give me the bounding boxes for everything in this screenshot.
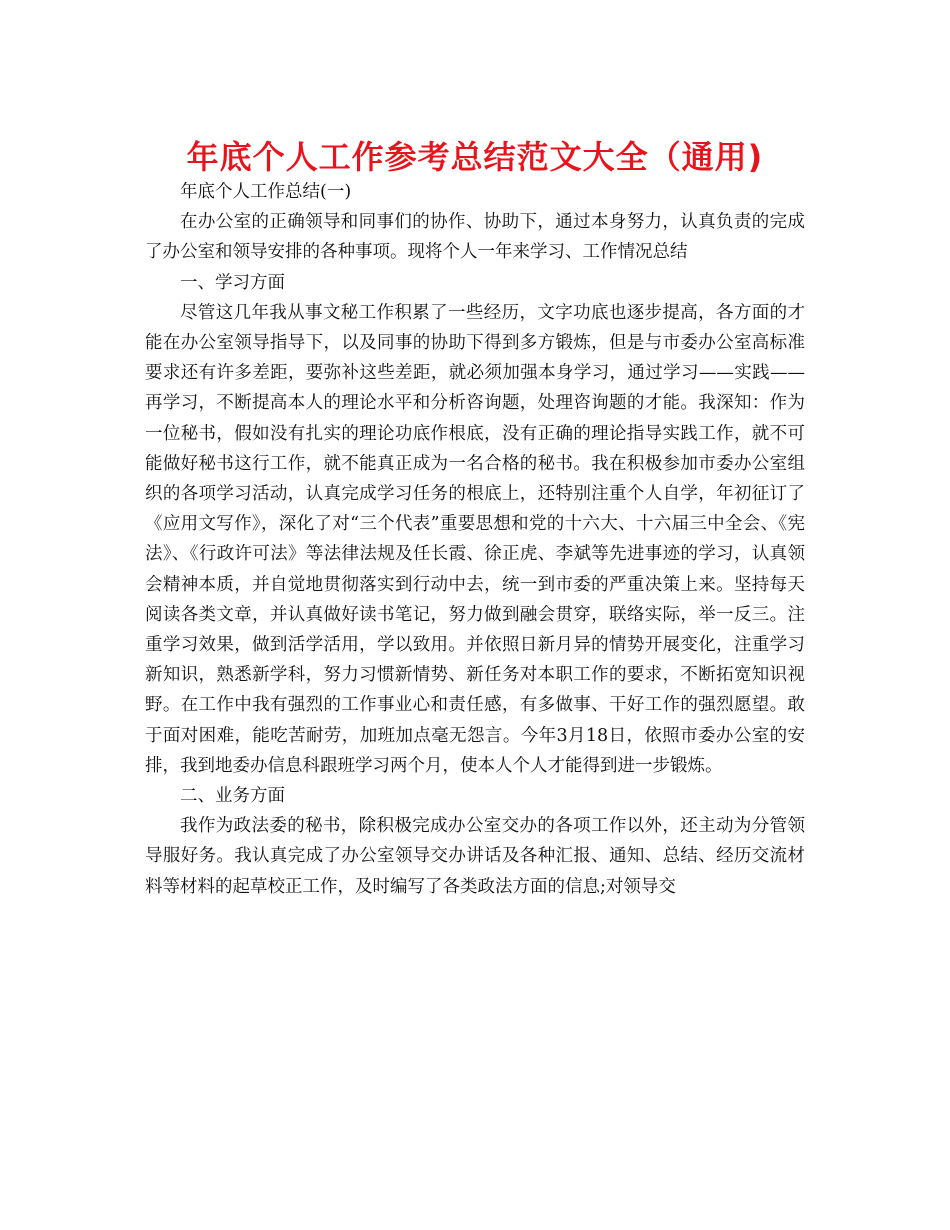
intro-paragraph: 在办公室的正确领导和同事们的协作、协助下，通过本身努力，认真负责的完成了办公室和领导安排的各种事项。现将个人一年来学习、工作情况总结 — [145, 212, 805, 263]
study-paragraph: 尽管这几年我从事文秘工作积累了一些经历，文字功底也逐步提高，各方面的才能在办公室领导指导下，以及同事的协助下得到多方锻炼，但是与市委办公室高标准要求还有许多差距，要弥补这些差距，就必须加强本身学习，通过学习——实践——再学习，不断提高本人的理论水平和分析咨询题，处理咨询题的才能。我深知：作为一位秘书，假如没有扎实的理论功底作根底，没有正确的理论指导实践工作，就不可能做好秘书这行工作，就不能真正成为一名合格的秘书。我在积极参加市委办公室组织的各项学习活动，认真完成学习任务的根底上，还特别注重个人自学，年初征订了《应用文写作》，深化了对“三个代表”重要思想和党的十六大、十六届三中全会、《宪法》、《行政许可法》等法律法规及任长霞、徐正虎、李斌等先进事迹的学习，认真领会精神本质，并自觉地贯彻落实到行动中去，统一到市委的严重决策上来。坚持每天阅读各类文章，并认真做好读书笔记，努力做到融会贯穿，联络实际，举一反三。注重学习效果，做到活学活用，学以致用。并依照日新月异的情势开展变化，注重学习新知识，熟悉新学科，努力习惯新情势、新任务对本职工作的要求，不断拓宽知识视野。在工作中我有强烈的工作事业心和责任感，有多做事、干好工作的强烈愿望。敢于面对困难，能吃苦耐劳，加班加点毫无怨言。今年3月18日，依照市委办公室的安排，我到地委办信息科跟班学习两个月，使本人个人才能得到进一步锻炼。 — [145, 302, 805, 776]
section-heading-study: 一、学习方面 — [180, 272, 285, 293]
section-heading-business: 二、业务方面 — [180, 786, 285, 807]
section-heading-summary-1: 年底个人工作总结(一) — [180, 182, 352, 202]
document-title: 年底个人工作参考总结范文大全（通用) — [186, 138, 764, 176]
document-body — [145, 177, 805, 902]
business-paragraph: 我作为政法委的秘书，除积极完成办公室交办的各项工作以外，还主动为分管领导服好务。我认真完成了办公室领导交办讲话及各种汇报、通知、总结、经历交流材料等材料的起草校正工作，及时编写了各类政法方面的信息;对领导交 — [145, 816, 805, 897]
